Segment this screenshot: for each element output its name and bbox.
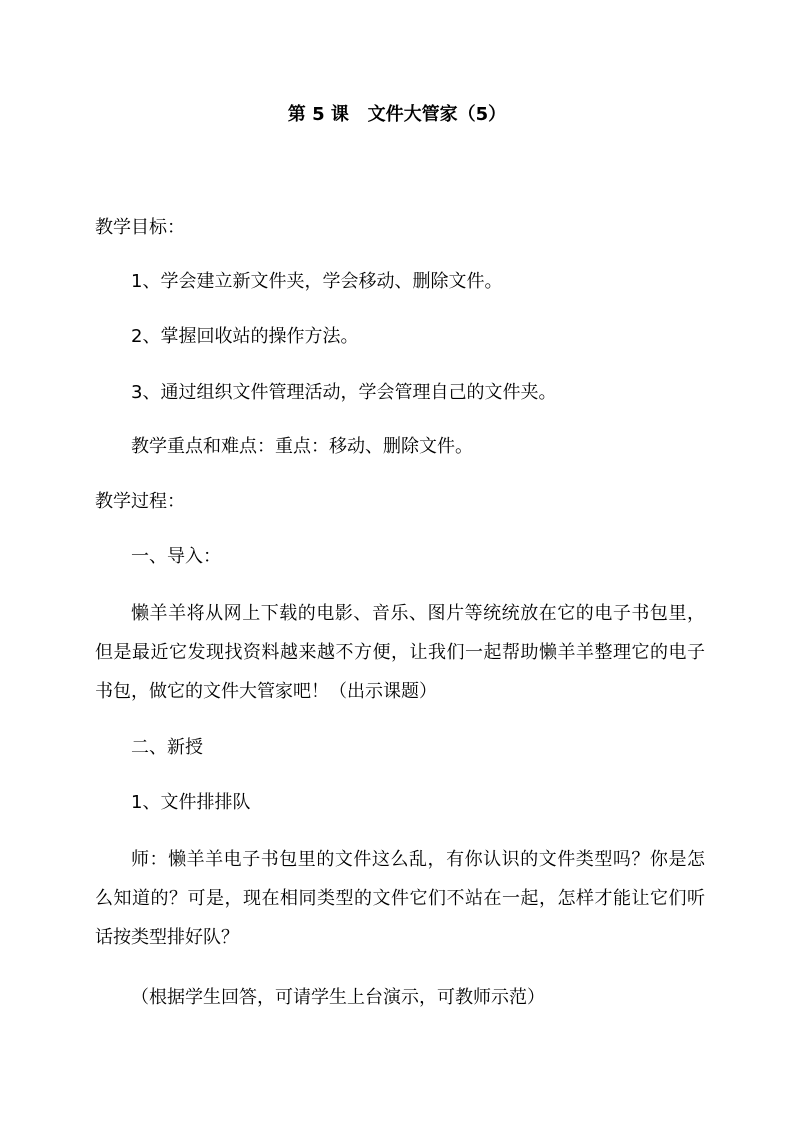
lesson-title: 第 5 课 文件大管家（5） [287,104,507,125]
intro-paragraph: 懒羊羊将从网上下载的电影、音乐、图片等统统放在它的电子书包里，但是最近它发现找资料越来越不方便，让我们一起帮助懒羊羊整理它的电子书包，做它的文件大管家吧！（出示课题） [95,603,705,702]
key-points: 教学重点和难点：重点：移动、删除文件。 [131,436,473,457]
objective-item-1: 1、学会建立新文件夹，学会移动、删除文件。 [131,271,503,292]
objective-item-2: 2、掌握回收站的操作方法。 [131,326,359,347]
teaching-note: （根据学生回答，可请学生上台演示，可教师示范） [131,987,545,1008]
section-intro-heading: 一、导入： [131,546,221,567]
process-heading: 教学过程： [95,491,185,512]
section-new-heading: 二、新授 [131,737,203,758]
objectives-heading: 教学目标： [95,217,185,238]
teacher-paragraph: 师：懒羊羊电子书包里的文件这么乱，有你认识的文件类型吗？你是怎么知道的？可是，现在相同类型的文件它们不站在一起，怎样才能让它们听话按类型排好队？ [95,849,705,948]
objective-item-3: 3、通过组织文件管理活动，学会管理自己的文件夹。 [131,382,557,403]
subsection-heading: 1、文件排排队 [131,792,251,813]
